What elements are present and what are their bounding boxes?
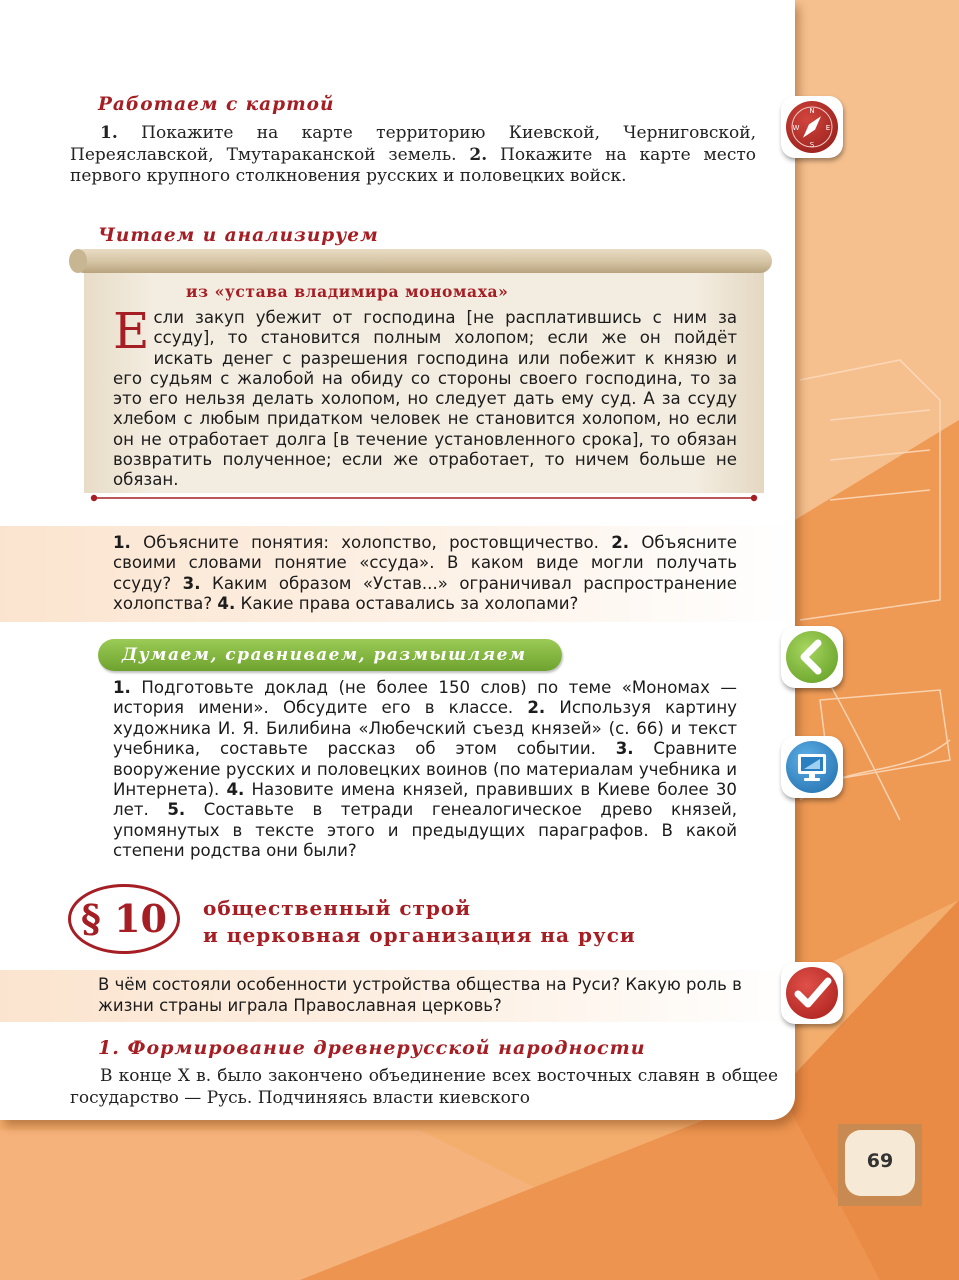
computer-button[interactable] bbox=[781, 736, 843, 798]
source-title: из «устава владимира мономаха» bbox=[186, 282, 509, 301]
source-body: сли закуп убежит от господина [не расплатившись с ним за ссуду], то становится полным холопом; если же он пойдёт искать денег с разрешения господина или побежит к князю и его судьям с жалобой на обиду со стороны своего господина, то за это его нельзя делать холопом, но следует дать ему суд. А за ссуду хлебом с любым придатком человек не становится холопом, но если он не отработает долга [в течение установленного срока], то обязан возвратить полученное; если же отработает, то ничем больше не обязан. bbox=[113, 308, 737, 490]
map-section-text: 1. Покажите на карте территорию Киевской, Черниговской, Переяславской, Тмутараканской земель. 2. Покажите на карте место первого крупного столкновения русских и половецких войск. bbox=[70, 123, 757, 186]
paragraph-title-line-2: и церковная организация на руси bbox=[203, 923, 636, 947]
compass-letter-s: S bbox=[809, 141, 815, 149]
check-button[interactable] bbox=[781, 962, 843, 1024]
back-arrow-icon bbox=[786, 631, 838, 683]
paragraph-number: § 10 bbox=[81, 896, 167, 941]
questions-1-text: 1. Объясните понятия: холопство, ростовщичество. 2. Объясните своими словами понятие «ссуда». В каком виде могли получать ссуду? 3. Каким образом «Устав...» ограничивал распространение холопства? 4. Какие права оставались за холопами? bbox=[113, 533, 737, 614]
compass-button[interactable] bbox=[781, 96, 843, 158]
source-text bbox=[113, 302, 737, 491]
paragraph-title-line-1: общественный строй bbox=[203, 896, 472, 920]
drop-cap: Е bbox=[113, 302, 150, 360]
paragraph-question: В чём состояли особенности устройства общества на Руси? Какую роль в жизни страны играла Православная церковь? bbox=[98, 975, 742, 1015]
compass-letter-n: N bbox=[809, 107, 815, 115]
page-number: 69 bbox=[845, 1130, 915, 1196]
read-section-heading: Читаем и анализируем bbox=[98, 225, 379, 246]
checkmark-icon bbox=[786, 967, 838, 1019]
map-section-heading: Работаем с картой bbox=[98, 94, 335, 115]
divider-line bbox=[88, 492, 760, 504]
paragraph-title bbox=[203, 895, 636, 949]
subheading: 1. Формирование древнерусской народности bbox=[98, 1037, 646, 1059]
paragraph-number-badge bbox=[68, 884, 180, 954]
compass-icon bbox=[786, 101, 838, 153]
paragraph-body: В конце X в. было закончено объединение всех восточных славян в общее государство — Русь. Подчиняясь власти киевского bbox=[70, 1066, 778, 1108]
compass-letter-w: W bbox=[792, 124, 800, 132]
back-button[interactable] bbox=[781, 626, 843, 688]
think-section-heading: Думаем, сравниваем, размышляем bbox=[98, 639, 562, 671]
monitor-icon bbox=[786, 741, 838, 793]
compass-letter-e: E bbox=[825, 124, 831, 132]
think-section-text: 1. Подготовьте доклад (не более 150 слов) по теме «Мономах — история имени». Обсудите его в классе. 2. Используя картину художника И. Я. Билибина «Любечский съезд князей» (с. 66) и текст учебника, составьте рассказ об этом событии. 3. Сравните вооружение русских и половецких воинов (по материалам учебника и Интернета). 4. Назовите имена князей, правивших в Киеве более 30 лет. 5. Составьте в тетради генеалогическое древо князей, упомянутых в тексте этого и предыдущих параграфов. В какой степени родства они были? bbox=[113, 678, 738, 861]
